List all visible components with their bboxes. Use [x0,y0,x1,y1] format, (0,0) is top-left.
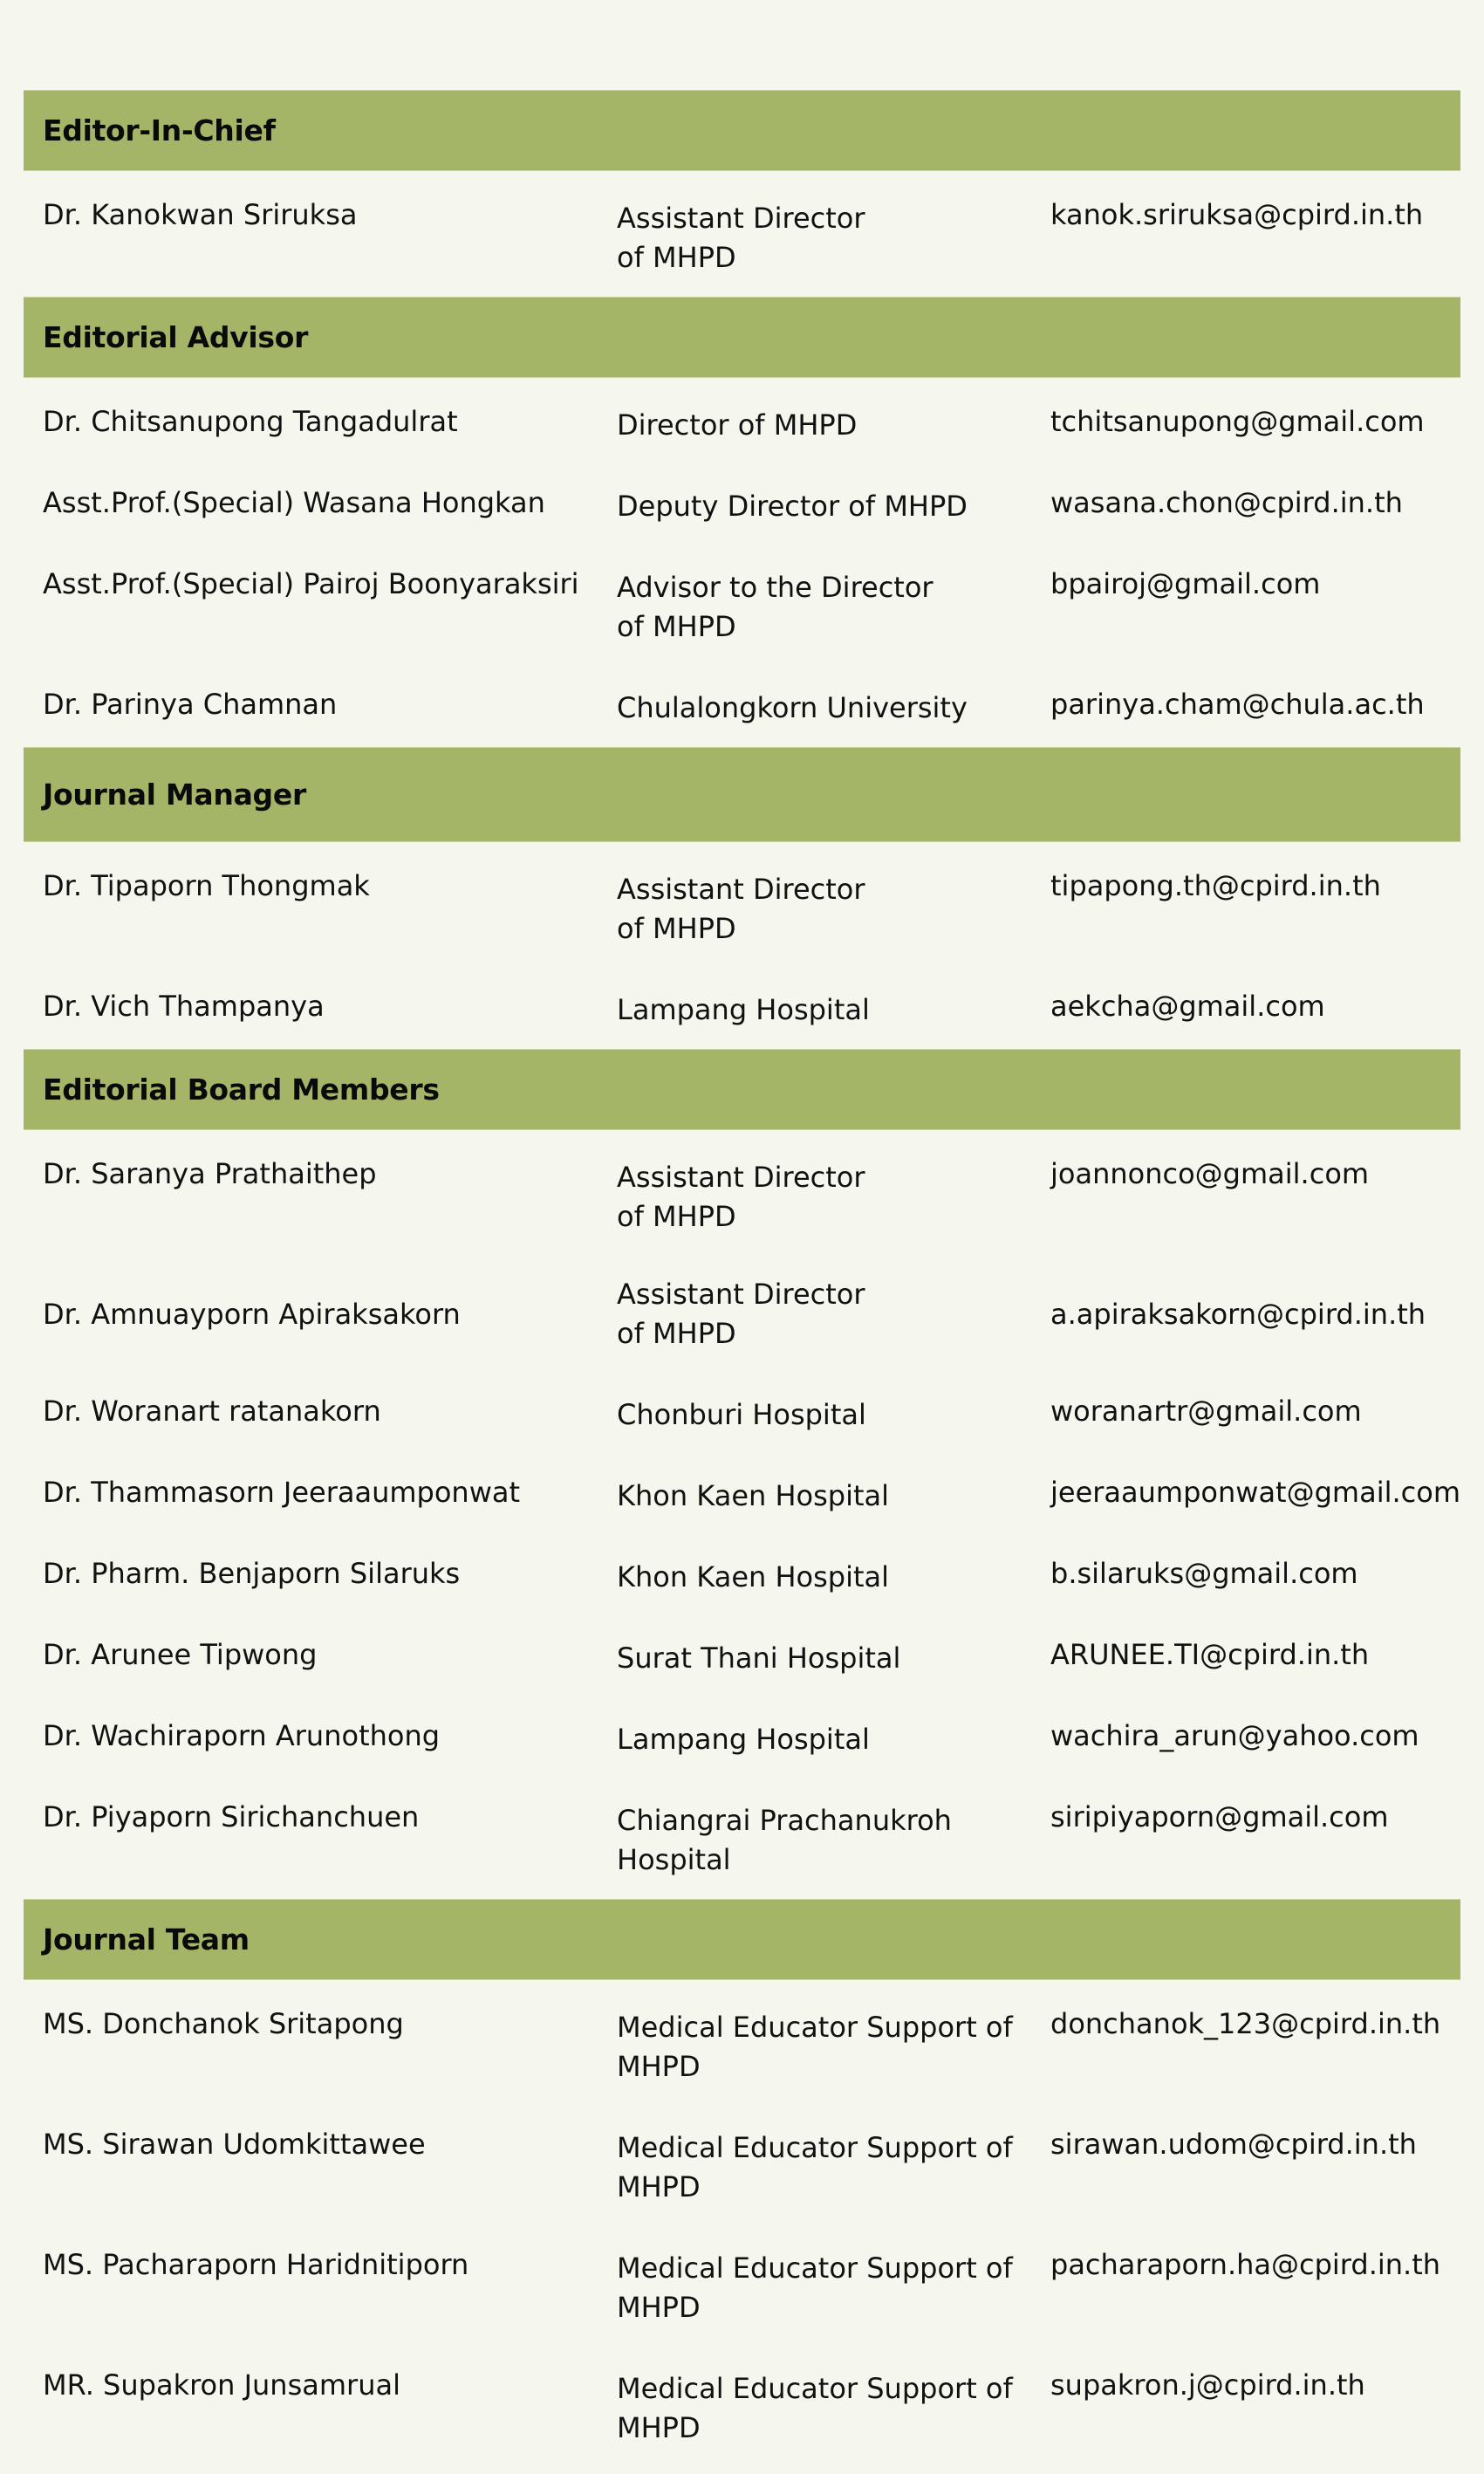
member-row [24,2347,1460,2467]
affiliation-line: Surat Thani Hospital [617,1641,901,1675]
member-email: tipapong.th@cpird.in.th [1050,869,1381,902]
member-name: MS. Donchanok Sritapong [43,2007,404,2040]
affiliation-line: Lampang Hospital [617,1723,870,1756]
member-row [24,1134,1460,1256]
member-name: Asst.Prof.(Special) Pairoj Boonyaraksiri [43,567,579,600]
member-affiliation [617,195,1050,278]
member-row [24,1984,1460,2106]
member-name: Dr. Vich Thampanya [43,990,325,1023]
member-row [24,2226,1460,2347]
affiliation-line: MHPD [617,2050,701,2083]
member-name: MS. Sirawan Udomkittawee [43,2128,426,2161]
section-header [24,747,1460,842]
member-name: Dr. Saranya Prathaithep [43,1157,377,1190]
member-row [24,968,1460,1049]
member-email: donchanok_123@cpird.in.th [1050,2007,1441,2040]
section-header [24,1899,1460,1980]
affiliation-line: Assistant Director [617,1161,865,1194]
member-email: siripiyaporn@gmail.com [1050,1800,1389,1833]
member-email: pacharaporn.ha@cpird.in.th [1050,2248,1441,2281]
affiliation-line: Khon Kaen Hospital [617,1560,890,1593]
affiliation-line: Assistant Director [617,202,865,235]
member-affiliation [617,987,1050,1030]
member-row [24,175,1460,297]
member-affiliation [617,1717,1050,1759]
section-header [24,297,1460,378]
section-title: Editorial Advisor [43,320,309,354]
section-header [24,90,1460,171]
affiliation-line: of MHPD [617,241,736,274]
member-affiliation [617,1798,1050,1880]
member-name: Dr. Thammasorn Jeeraaumponwat [43,1476,521,1509]
member-name: Dr. Tipaporn Thongmak [43,869,370,902]
member-name: Dr. Chitsanupong Tangadulrat [43,405,458,438]
member-email: wasana.chon@cpird.in.th [1050,486,1403,519]
member-email: ARUNEE.TI@cpird.in.th [1050,1638,1370,1671]
affiliation-line: Lampang Hospital [617,993,870,1026]
member-name: Dr. Wachiraporn Arunothong [43,1719,441,1752]
affiliation-line: MHPD [617,2411,701,2444]
member-affiliation [617,1635,1050,1678]
section-editorial-advisor [24,297,1460,747]
member-affiliation [617,2245,1050,2327]
affiliation-line: Assistant Director [617,873,865,906]
member-affiliation [617,1473,1050,1516]
member-affiliation [617,565,1050,647]
affiliation-line: Medical Educator Support of [617,2011,1013,2044]
section-header [24,1049,1460,1130]
member-row [24,1535,1460,1616]
member-email: jeeraaumponwat@gmail.com [1050,1476,1460,1509]
member-row [24,1454,1460,1535]
member-affiliation [617,483,1050,526]
member-affiliation [617,685,1050,728]
member-row [24,464,1460,545]
member-row [24,1373,1460,1454]
member-affiliation [617,402,1050,445]
affiliation-line: of MHPD [617,610,736,643]
member-email: bpairoj@gmail.com [1050,567,1321,600]
member-name: Dr. Parinya Chamnan [43,688,338,721]
member-affiliation [617,2366,1050,2448]
affiliation-line: of MHPD [617,1200,736,1233]
affiliation-line: Assistant Director [617,1278,865,1311]
member-row [24,1256,1460,1373]
member-name: MR. Supakron Junsamrual [43,2368,400,2402]
section-editor-in-chief [24,90,1460,297]
member-affiliation [617,867,1050,949]
affiliation-line: Medical Educator Support of [617,2251,1013,2285]
member-row [24,1616,1460,1697]
member-affiliation [617,1554,1050,1597]
member-affiliation [617,1392,1050,1435]
member-row [24,1697,1460,1778]
member-row [24,2106,1460,2226]
member-affiliation [617,2005,1050,2087]
member-row [24,846,1460,968]
member-email: a.apiraksakorn@cpird.in.th [1050,1297,1426,1331]
member-name: MS. Pacharaporn Haridnitiporn [43,2248,469,2281]
member-name: Dr. Amnuayporn Apiraksakorn [43,1297,461,1331]
member-email: parinya.cham@chula.ac.th [1050,688,1425,721]
member-email: aekcha@gmail.com [1050,990,1325,1023]
member-row [24,666,1460,747]
affiliation-line: Deputy Director of MHPD [617,490,968,523]
member-name: Dr. Piyaporn Sirichanchuen [43,1800,420,1833]
member-email: kanok.sriruksa@cpird.in.th [1050,198,1424,231]
editorial-board-directory [24,0,1460,2467]
member-email: b.silaruks@gmail.com [1050,1557,1358,1590]
affiliation-line: Chonburi Hospital [617,1398,866,1431]
affiliation-line: Advisor to the Director [617,571,933,604]
section-title: Editor-In-Chief [43,113,276,147]
affiliation-line: Medical Educator Support of [617,2131,1013,2164]
affiliation-line: of MHPD [617,1317,736,1350]
member-name: Dr. Kanokwan Sriruksa [43,198,358,231]
member-affiliation [617,1275,1050,1354]
affiliation-line: Hospital [617,1843,731,1876]
affiliation-line: Chiangrai Prachanukroh [617,1804,952,1837]
section-title: Journal Team [43,1922,250,1957]
section-title: Editorial Board Members [43,1073,440,1107]
member-row [24,381,1460,464]
affiliation-line: Khon Kaen Hospital [617,1479,890,1512]
affiliation-line: MHPD [617,2170,701,2203]
affiliation-line: Director of MHPD [617,408,858,442]
member-affiliation [617,2125,1050,2207]
member-row [24,1778,1460,1899]
member-email: woranartr@gmail.com [1050,1395,1362,1428]
member-email: wachira_arun@yahoo.com [1050,1719,1419,1752]
member-name: Dr. Woranart ratanakorn [43,1395,381,1428]
member-email: sirawan.udom@cpird.in.th [1050,2128,1417,2161]
member-name: Dr. Pharm. Benjaporn Silaruks [43,1557,461,1590]
member-affiliation [617,1155,1050,1237]
member-email: tchitsanupong@gmail.com [1050,405,1425,438]
section-editorial-board-members [24,1049,1460,1899]
section-journal-manager [24,747,1460,1049]
affiliation-line: of MHPD [617,912,736,945]
member-email: joannonco@gmail.com [1050,1157,1370,1190]
member-email: supakron.j@cpird.in.th [1050,2368,1365,2402]
section-journal-team [24,1899,1460,2467]
member-name: Dr. Arunee Tipwong [43,1638,318,1671]
member-row [24,545,1460,666]
affiliation-line: MHPD [617,2291,701,2324]
affiliation-line: Medical Educator Support of [617,2372,1013,2405]
section-title: Journal Manager [43,778,306,812]
member-name: Asst.Prof.(Special) Wasana Hongkan [43,486,545,519]
affiliation-line: Chulalongkorn University [617,691,968,724]
